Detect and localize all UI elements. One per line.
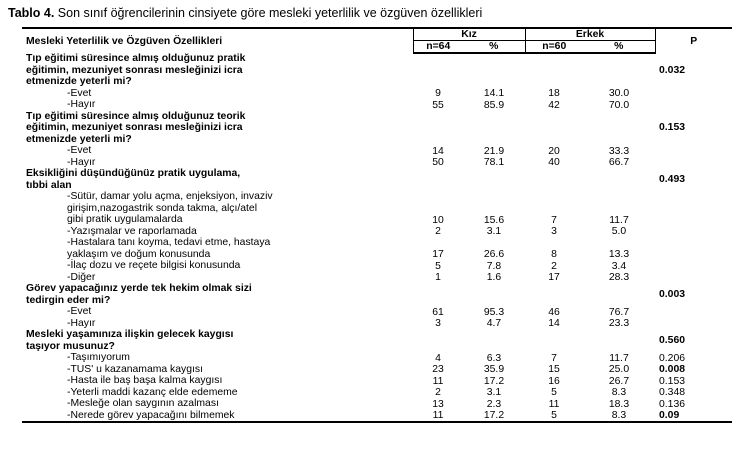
male-n: 5 (551, 387, 557, 398)
option-row (22, 306, 732, 318)
male-n: 8 (551, 249, 557, 260)
male-pct: 11.7 (609, 352, 629, 364)
option-row (22, 398, 732, 410)
male-pct: 5.0 (611, 226, 627, 237)
header-characteristics: Mesleki Yeterlilik ve Özgüven Özellikleri (22, 28, 413, 53)
option-row (22, 375, 732, 387)
male-pct: 18.3 (608, 398, 630, 410)
female-pct: 35.9 (483, 364, 505, 375)
p-value: 0.348 (659, 387, 686, 398)
p-value: 0.008 (659, 364, 686, 375)
female-n: 23 (432, 364, 444, 375)
male-n: 2 (551, 260, 557, 272)
male-pct (583, 111, 655, 146)
option-row (22, 364, 732, 376)
male-pct (583, 53, 655, 88)
female-n: 61 (432, 306, 444, 318)
female-n: 55 (432, 99, 444, 111)
option-row (22, 237, 732, 260)
female-pct: 17.2 (463, 410, 525, 423)
p-value (655, 191, 732, 226)
female-n (413, 111, 463, 146)
female-pct: 26.6 (483, 249, 505, 260)
p-value (655, 226, 732, 238)
option-label: -Hasta ile baş başa kalma kaygısı (67, 375, 223, 386)
p-value (655, 99, 732, 111)
female-pct: 3.1 (486, 226, 502, 237)
p-value (655, 237, 732, 260)
female-pct: 14.1 (483, 88, 505, 99)
female-n: 17 (432, 249, 444, 260)
female-pct (463, 329, 525, 352)
option-label: -Hayır (67, 317, 96, 329)
question-row (22, 329, 732, 352)
caption-text: Son sınıf öğrencilerinin cinsiyete göre mesleki yeterlilik ve özgüven özellikleri (54, 6, 483, 20)
female-n: 2 (435, 387, 441, 398)
option-row (22, 352, 732, 364)
female-pct: 4.7 (486, 318, 502, 329)
option-label: -Yeterli maddi kazanç elde edememe (67, 386, 238, 398)
p-value (655, 88, 732, 100)
female-pct (463, 53, 525, 88)
question-text: Tıp eğitimi süresince almış olduğunuz pratik eğitimin, mezuniyet sonrası mesleğinizi icra etmenizde yeterli mi? (26, 53, 246, 87)
option-label: -Mesleğe olan saygının azalması (67, 398, 219, 409)
p-value (655, 157, 732, 169)
male-n (525, 53, 583, 88)
female-pct: 17.2 (483, 375, 505, 387)
option-row (22, 387, 732, 399)
male-n: 16 (548, 375, 560, 387)
male-n: 11 (548, 398, 560, 410)
male-n: 5 (525, 410, 583, 423)
male-n: 14 (548, 318, 560, 329)
option-label: -Taşımıyorum (67, 352, 130, 363)
female-pct: 78.1 (483, 157, 505, 168)
question-row (22, 111, 732, 146)
header-p: P (655, 28, 732, 53)
male-pct: 3.4 (611, 260, 627, 272)
p-value: 0.003 (659, 289, 686, 300)
option-label: -TUS' u kazanamama kaygısı (67, 363, 203, 375)
competence-table (22, 27, 732, 423)
female-n: 11 (413, 410, 463, 423)
female-n: 10 (432, 214, 444, 226)
female-pct: 1.6 (486, 272, 502, 283)
female-n: 9 (435, 88, 441, 99)
option-label: -Sütür, damar yolu açma, enjeksiyon, invaziv girişim,nazogastrik sonda takma, alçı/atel gibi pratik uygulamalarda (67, 191, 273, 225)
male-pct (583, 168, 655, 191)
female-pct: 2.3 (486, 398, 502, 410)
female-pct (463, 111, 525, 146)
p-value: 0.032 (659, 64, 686, 76)
question-text: Görev yapacağınız yerde tek hekim olmak sizi tedirgin eder mi? (26, 283, 252, 306)
female-pct: 6.3 (486, 352, 502, 364)
option-label: -Evet (67, 87, 92, 99)
male-pct: 13.3 (608, 249, 630, 260)
header-male-pct: % (583, 41, 655, 54)
male-n: 42 (548, 99, 560, 111)
option-row (22, 145, 732, 157)
male-pct: 66.7 (608, 157, 630, 168)
option-row (22, 318, 732, 330)
table-body (22, 53, 732, 422)
female-pct: 95.3 (483, 306, 505, 318)
option-row (22, 191, 732, 226)
question-text: Eksikliğini düşündüğünüz pratik uygulama, tıbbi alan (26, 168, 241, 191)
option-row (22, 260, 732, 272)
male-pct: 76.7 (608, 306, 630, 318)
female-n: 4 (435, 352, 441, 364)
male-pct: 11.7 (609, 214, 629, 226)
male-pct: 26.7 (608, 375, 630, 387)
female-n: 50 (432, 157, 444, 168)
female-pct (463, 168, 525, 191)
female-n: 5 (435, 260, 441, 272)
male-n: 20 (548, 145, 560, 157)
p-value (655, 272, 732, 284)
option-row (22, 410, 732, 423)
option-label: -Nerede görev yapacağını bilmemek (22, 410, 413, 423)
male-n: 7 (551, 352, 557, 364)
male-n (525, 111, 583, 146)
female-pct: 21.9 (483, 145, 505, 157)
option-label: -Evet (67, 306, 92, 317)
header-female-pct: % (463, 41, 525, 54)
female-n (413, 53, 463, 88)
female-n: 1 (435, 272, 441, 283)
option-label: -Evet (67, 145, 92, 156)
female-n: 14 (432, 145, 444, 157)
male-pct: 70.0 (608, 99, 630, 111)
male-pct: 33.3 (608, 145, 630, 157)
male-n: 15 (548, 364, 560, 375)
question-row (22, 168, 732, 191)
option-label: -Hayır (67, 156, 96, 168)
header-female: Kız (413, 28, 525, 41)
header-male-n: n=60 (525, 41, 583, 54)
female-pct: 15.6 (483, 214, 505, 226)
caption-label: Tablo 4. (8, 6, 55, 20)
male-n: 7 (551, 214, 557, 226)
male-pct: 30.0 (608, 88, 630, 99)
female-n: 2 (435, 226, 441, 237)
p-value (655, 318, 732, 330)
male-n: 40 (548, 157, 560, 168)
male-n (525, 168, 583, 191)
option-label: -Hastalara tanı koyma, tedavi etme, hastaya yaklaşım ve doğum konusunda (67, 237, 271, 260)
option-row (22, 157, 732, 169)
male-pct: 25.0 (608, 364, 630, 375)
male-n: 3 (551, 226, 557, 237)
male-pct: 23.3 (608, 318, 630, 329)
female-pct (463, 283, 525, 306)
female-pct: 85.9 (483, 99, 505, 111)
option-row (22, 88, 732, 100)
female-n: 11 (432, 375, 444, 387)
question-row (22, 53, 732, 88)
question-row (22, 283, 732, 306)
header-female-n: n=64 (413, 41, 463, 54)
option-label: -Diğer (67, 271, 96, 283)
female-n (413, 283, 463, 306)
header-male: Erkek (525, 28, 655, 41)
p-value: 0.206 (659, 352, 686, 364)
option-row (22, 99, 732, 111)
header-row-1 (22, 28, 732, 41)
male-pct: 8.3 (583, 410, 655, 423)
question-text: Tıp eğitimi süresince almış olduğunuz teorik eğitimin, mezuniyet sonrası mesleğinizi icra etmenizde yeterli mi? (26, 110, 246, 145)
table-caption (8, 5, 482, 21)
p-value: 0.153 (659, 122, 686, 134)
male-n: 46 (548, 306, 560, 318)
female-pct: 7.8 (486, 260, 502, 272)
male-n: 18 (548, 88, 560, 99)
female-n (413, 329, 463, 352)
option-row (22, 272, 732, 284)
p-value (655, 306, 732, 318)
male-n (525, 283, 583, 306)
option-row (22, 226, 732, 238)
female-n: 13 (432, 398, 444, 410)
male-pct (583, 329, 655, 352)
p-value (655, 260, 732, 272)
male-pct: 8.3 (611, 387, 627, 398)
option-label: -Yazışmalar ve raporlamada (67, 225, 197, 237)
male-n (525, 329, 583, 352)
question-text: Mesleki yaşamınıza ilişkin gelecek kaygısı taşıyor musunuz? (26, 329, 234, 352)
p-value: 0.136 (659, 398, 686, 410)
p-value: 0.560 (659, 335, 686, 346)
option-label: -Hayır (67, 99, 96, 110)
female-pct: 3.1 (486, 387, 502, 398)
p-value: 0.09 (655, 410, 732, 423)
p-value: 0.153 (659, 375, 686, 387)
option-label: -İlaç dozu ve reçete bilgisi konusunda (67, 260, 241, 271)
male-pct: 28.3 (608, 272, 630, 283)
female-n: 3 (435, 318, 441, 329)
p-value (655, 145, 732, 157)
male-n: 17 (548, 272, 560, 283)
male-pct (583, 283, 655, 306)
female-n (413, 168, 463, 191)
p-value: 0.493 (659, 174, 686, 185)
